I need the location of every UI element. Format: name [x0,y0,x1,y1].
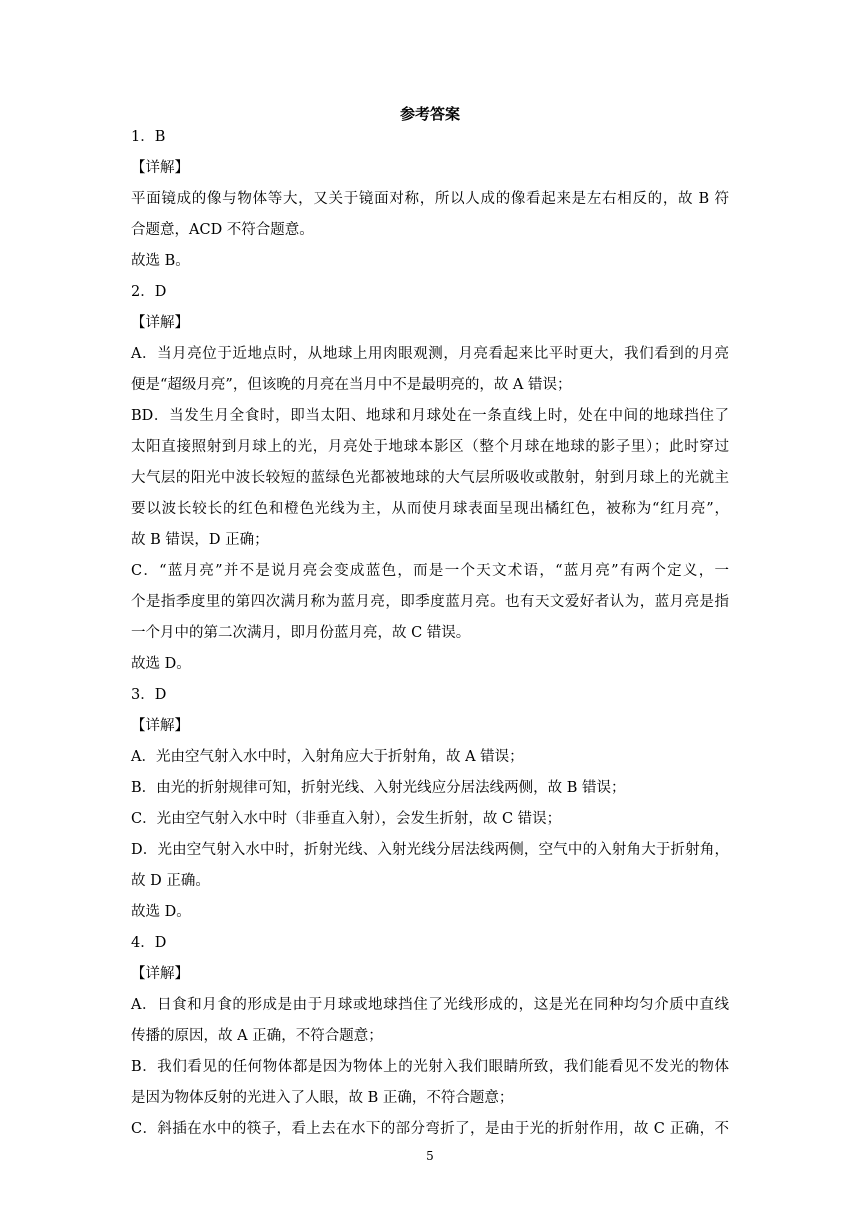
text-line: 故 D 正确。 [131,873,210,889]
text-line: 传播的原因，故 A 正确，不符合题意； [131,1028,383,1044]
text-line: 故选 B。 [131,253,190,269]
page-number: 5 [426,1149,434,1163]
text-line: C．光由空气射入水中时（非垂直入射），会发生折射，故 C 错误； [131,811,562,827]
text-line: 【详解】 [131,160,189,176]
text-line: 【详解】 [131,315,189,331]
text-line: 合题意，ACD 不符合题意。 [131,222,314,238]
text-line: 2．D [131,284,167,300]
answer-content [131,122,729,1145]
text-line: A．日食和月食的形成是由于月球或地球挡住了光线形成的，这是光在同种均匀介质中直线 [131,997,729,1013]
text-line: A．当月亮位于近地点时，从地球上用肉眼观测，月亮看起来比平时更大，我们看到的月亮 [131,346,729,362]
text-line: 1．B [131,129,166,145]
page-title: 参考答案 [399,105,460,123]
text-line: 便是“超级月亮”，但该晚的月亮在当月中不是最明亮的，故 A 错误； [131,377,572,393]
text-line: 故 B 错误，D 正确； [131,532,269,548]
text-line: 要以波长较长的红色和橙色光线为主，从而使月球表面呈现出橘红色，被称为“红月亮”， [131,501,729,517]
text-line: C．斜插在水中的筷子，看上去在水下的部分弯折了，是由于光的折射作用，故 C 正确，不 [131,1121,729,1137]
text-line: A．光由空气射入水中时，入射角应大于折射角，故 A 错误； [131,749,524,765]
text-line: B．由光的折射规律可知，折射光线、入射光线应分居法线两侧，故 B 错误； [131,780,626,796]
text-line: 一个月中的第二次满月，即月份蓝月亮，故 C 错误。 [131,625,471,641]
text-line: 3．D [131,687,167,703]
text-line: 平面镜成的像与物体等大，又关于镜面对称，所以人成的像看起来是左右相反的，故 B 符 [131,191,729,207]
text-line: 【详解】 [131,718,189,734]
text-line: 4．D [131,935,167,951]
text-line: D．光由空气射入水中时，折射光线、入射光线分居法线两侧，空气中的入射角大于折射角， [131,842,729,858]
text-line: 故选 D。 [131,904,191,920]
text-line: B．我们看见的任何物体都是因为物体上的光射入我们眼睛所致，我们能看见不发光的物体 [131,1059,729,1075]
text-line: 是因为物体反射的光进入了人眼，故 B 正确，不符合题意； [131,1090,514,1106]
text-line: BD．当发生月全食时，即当太阳、地球和月球处在一条直线上时，处在中间的地球挡住了 [131,408,729,424]
text-line: 故选 D。 [131,656,191,672]
text-line: 大气层的阳光中波长较短的蓝绿色光都被地球的大气层所吸收或散射，射到月球上的光就主 [131,470,729,486]
text-line: 【详解】 [131,966,189,982]
text-line: 太阳直接照射到月球上的光，月亮处于地球本影区（整个月球在地球的影子里）；此时穿过 [131,439,729,455]
text-line: C．“蓝月亮”并不是说月亮会变成蓝色，而是一个天文术语，“蓝月亮”有两个定义，一 [131,563,729,579]
text-line: 个是指季度里的第四次满月称为蓝月亮，即季度蓝月亮。也有天文爱好者认为，蓝月亮是指 [131,594,729,610]
